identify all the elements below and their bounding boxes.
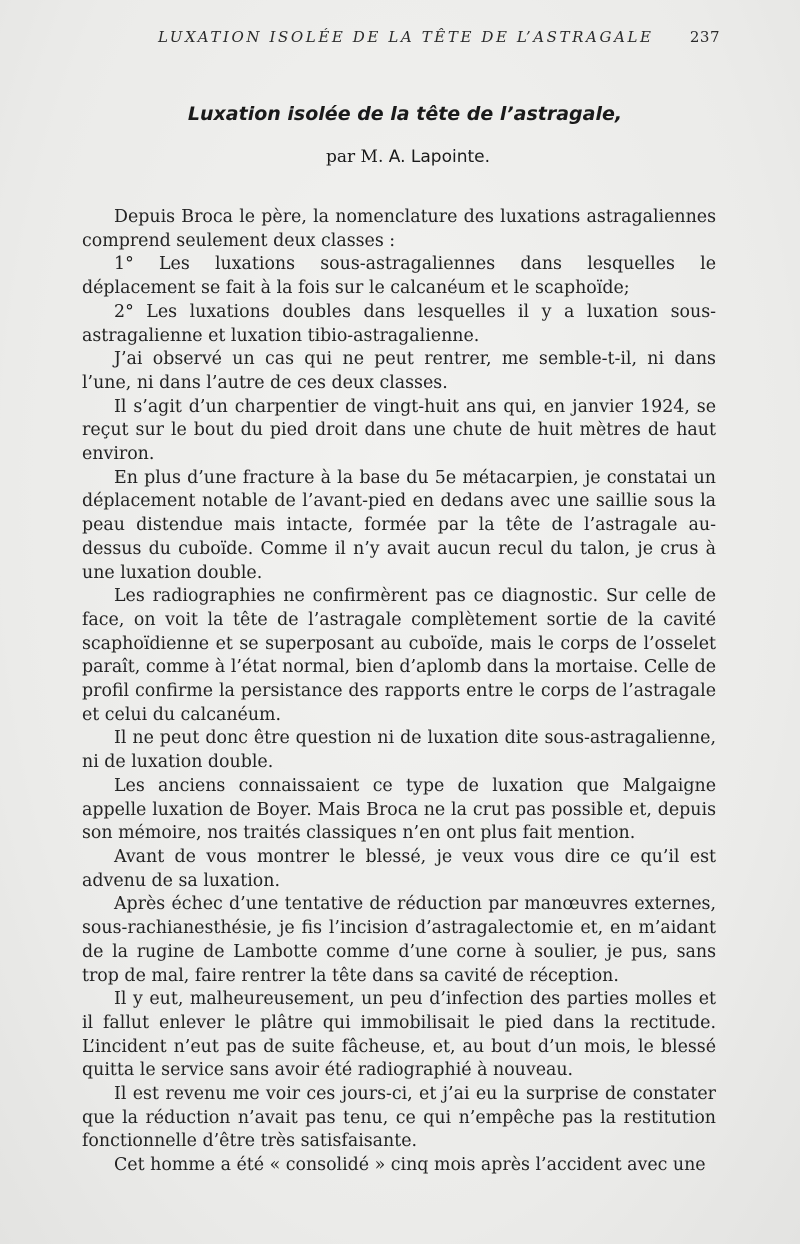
byline-prefix: par M.: [325, 147, 384, 167]
paragraph: Avant de vous montrer le blessé, je veux vous dire ce qu’il est advenu de sa luxation.: [82, 846, 716, 891]
paragraph: Les anciens connaissaient ce type de luxation que Malgaigne appelle luxation de Boyer. Mais Broca ne la crut pas possible et, depuis son mémoire, nos traités classiques n’en ont plus fait mention.: [82, 775, 716, 844]
paragraph: En plus d’une fracture à la base du 5e métacarpien, je constatai un déplacement notable de l’avant-pied en dedans avec une saillie sous la peau distendue mais intacte, formée par la tête de l’astragale au-dessus du cuboïde. Comme il n’y avait aucun recul du talon, je crus à une luxation double.: [82, 467, 716, 583]
paragraph: 2° Les luxations doubles dans lesquelles il y a luxation sous-astragalienne et luxation tibio-astragalienne.: [82, 301, 716, 346]
byline: [0, 147, 800, 167]
paragraph: Il est revenu me voir ces jours-ci, et j’ai eu la surprise de constater que la réduction n’avait pas tenu, ce qui n’empêche pas la restitution fonctionnelle d’être très satisfaisante.: [82, 1084, 716, 1152]
paragraph: Il ne peut donc être question ni de luxation dite sous-astragalienne, ni de luxation double.: [82, 728, 716, 773]
paragraph: Cet homme a été « consolidé » cinq mois après l’accident avec une: [114, 1155, 706, 1176]
page-number: 237: [689, 28, 720, 46]
paragraph: Il s’agit d’un charpentier de vingt-huit ans qui, en janvier 1924, se reçut sur le bout du pied droit dans une chute de huit mètres de haut environ.: [82, 396, 716, 465]
paragraph: Les radiographies ne confirmèrent pas ce diagnostic. Sur celle de face, on voit la tête de l’astragale complètement sortie de la cavité scaphoïdienne et se superposant au cuboïde, mais le corps de l’osselet paraît, comme à l’état normal, bien d’aplomb dans la mortaise. Celle de profil confirme la persistance des rapports entre le corps de l’astragale et celui du calcanéum.: [82, 586, 716, 725]
paragraph: Depuis Broca le père, la nomenclature des luxations astragaliennes comprend seulement deux classes :: [82, 207, 716, 251]
article-body: [82, 206, 716, 1178]
running-head-title: LUXATION ISOLÉE DE LA TÊTE DE L’ASTRAGALE: [158, 28, 654, 46]
author-name: A. Lapointe.: [388, 147, 490, 167]
paragraph: Il y eut, malheureusement, un peu d’infection des parties molles et il fallut enlever le plâtre qui immobilisait le pied dans la rectitude. L’incident n’eut pas de suite fâcheuse, et, au bout d’un mois, le blessé quitta le service sans avoir été radiographié à nouveau.: [82, 989, 716, 1081]
running-head: [158, 28, 720, 50]
paragraph: J’ai observé un cas qui ne peut rentrer, me semble-t-il, ni dans l’une, ni dans l’autre de ces deux classes.: [82, 349, 716, 393]
paragraph: 1° Les luxations sous-astragaliennes dans lesquelles le déplacement se fait à la fois sur le calcanéum et le scaphoïde;: [82, 254, 716, 299]
paragraph: Après échec d’une tentative de réduction par manœuvres externes, sous-rachianesthésie, je fis l’incision d’astragalectomie et, en m’aidant de la rugine de Lambotte comme d’une corne à soulier, je pus, sans trop de mal, faire rentrer la tête dans sa cavité de réception.: [82, 894, 716, 986]
article-title: Luxation isolée de la tête de l’astragale,: [187, 103, 623, 125]
